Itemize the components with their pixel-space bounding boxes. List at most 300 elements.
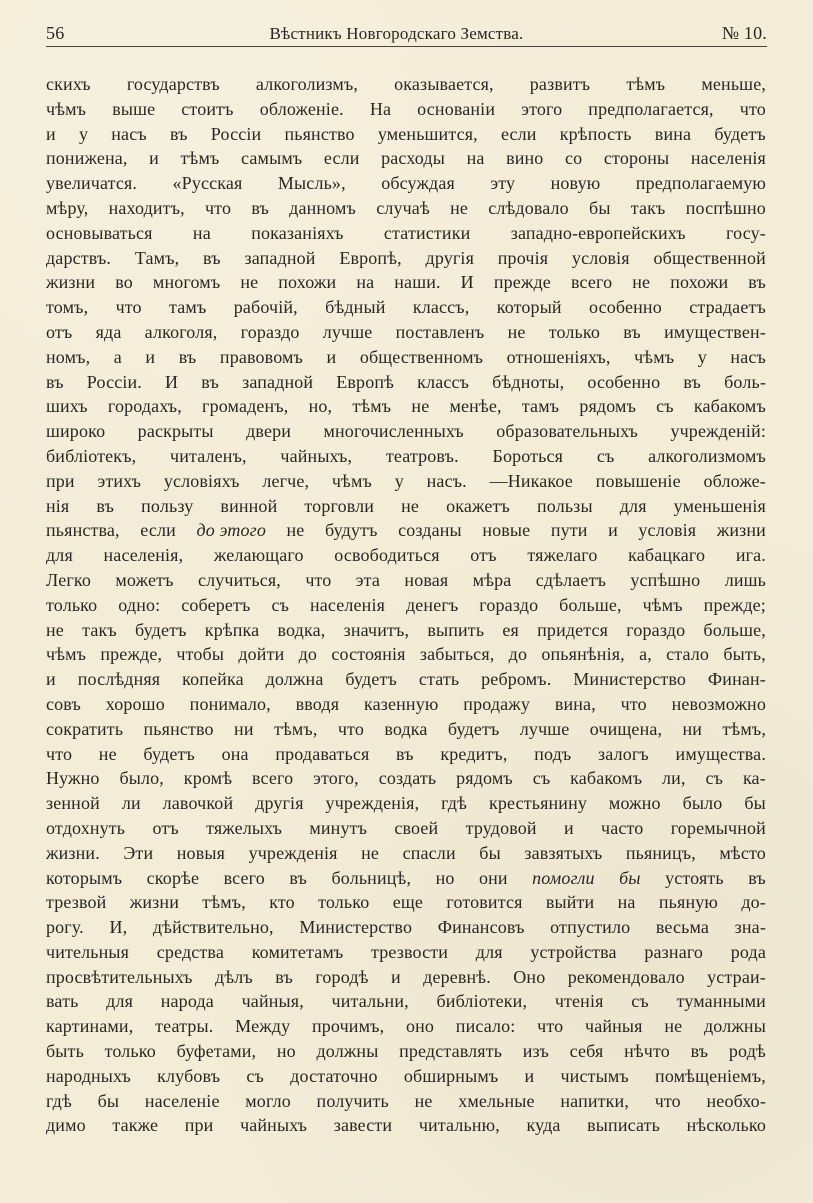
text-line <box>46 270 766 295</box>
text-segment: западно-европейскихъ <box>510 222 686 243</box>
text-line <box>46 1113 766 1138</box>
text-segment: нѣчто <box>624 1041 670 1062</box>
text-segment: Легко <box>46 569 92 590</box>
text-segment: должна <box>265 669 324 690</box>
text-segment: больше, <box>559 594 622 615</box>
text-segment: чайныхъ <box>240 1115 308 1136</box>
text-segment: трудовой <box>465 817 537 838</box>
text-segment: стать <box>418 669 460 690</box>
text-segment: не <box>98 743 117 764</box>
text-segment: лучше <box>322 321 373 342</box>
text-segment: тѣмъ <box>626 74 666 94</box>
text-line <box>46 221 766 246</box>
text-segment: минутъ <box>309 817 368 838</box>
text-segment: гдѣ <box>441 793 468 814</box>
text-segment: если <box>140 520 176 541</box>
text-segment: рядомъ <box>579 396 637 417</box>
text-segment: обложеніе. <box>259 98 344 119</box>
text-segment: такъ <box>630 197 666 218</box>
text-segment: народа <box>160 991 214 1012</box>
text-segment: данномъ <box>289 197 356 218</box>
text-segment: отношеніяхъ, <box>506 346 611 367</box>
text-segment: пьянство <box>143 718 214 739</box>
text-segment: не <box>450 197 468 218</box>
text-line <box>46 717 766 742</box>
text-segment: въ <box>690 1041 709 1062</box>
text-segment: учрежденія, <box>325 793 420 814</box>
text-segment: бы <box>97 1090 120 1111</box>
text-segment: правовомъ <box>219 346 304 367</box>
text-segment: многомъ <box>152 272 221 293</box>
text-segment: опьянѣнія, <box>541 644 625 665</box>
text-line <box>46 419 766 444</box>
text-segment: въ <box>201 371 219 392</box>
text-segment: быть, <box>723 644 766 665</box>
text-segment: Тамъ, <box>134 247 180 268</box>
text-segment: бы <box>479 842 501 863</box>
text-segment: И <box>460 272 474 293</box>
text-segment: на <box>617 892 636 913</box>
text-line <box>46 171 766 196</box>
text-segment: въ <box>96 495 115 516</box>
text-segment: винной <box>220 495 278 516</box>
text-segment: гдѣ <box>46 1090 72 1111</box>
text-segment: особенно <box>587 371 661 392</box>
text-segment: кромѣ <box>183 768 233 789</box>
text-segment: тѣмъ, <box>273 718 318 739</box>
text-segment: учрежденій: <box>670 421 766 442</box>
text-segment: чительныя <box>46 941 130 962</box>
text-segment: для <box>106 991 134 1012</box>
text-segment: для <box>475 941 503 962</box>
text-segment: городахъ, <box>107 396 182 417</box>
text-segment: статистики <box>383 222 471 243</box>
text-line <box>46 692 766 717</box>
text-segment: уменьшится, <box>377 123 478 144</box>
text-segment: пьяницъ, <box>625 842 696 863</box>
text-segment: широко <box>46 421 106 442</box>
text-segment: пути <box>550 520 588 541</box>
text-segment: И, <box>109 917 128 938</box>
text-segment: наши. <box>394 272 441 293</box>
text-line <box>46 97 766 122</box>
text-segment: пользы <box>537 495 593 516</box>
text-segment: ни <box>234 718 254 739</box>
text-segment: повышеніе <box>595 470 681 491</box>
text-segment: забыться, <box>419 644 495 665</box>
text-segment: сократить <box>46 718 124 739</box>
text-segment: которымъ <box>46 867 123 888</box>
text-segment: до- <box>741 892 766 913</box>
text-segment: крѣпость <box>559 123 632 144</box>
text-segment: пьянство <box>284 123 355 144</box>
text-segment: продаваться <box>275 743 370 764</box>
text-segment: для <box>46 545 73 566</box>
text-segment: въ <box>623 321 641 342</box>
text-segment: не <box>240 272 259 293</box>
text-segment: устройства <box>530 941 617 962</box>
text-line <box>46 246 766 271</box>
text-segment: хорошо <box>105 693 165 714</box>
text-segment: ка- <box>742 768 766 789</box>
text-segment: учрежденія <box>248 842 338 863</box>
text-segment: что <box>46 743 73 764</box>
text-segment: и <box>149 148 159 169</box>
text-segment: поставленъ <box>395 321 485 342</box>
text-segment: больше, <box>703 619 766 640</box>
text-segment: поспѣшно <box>685 197 766 218</box>
text-segment: этого, <box>313 768 359 789</box>
text-segment: Россіи. <box>86 371 142 392</box>
text-segment: димо <box>46 1115 86 1136</box>
text-segment: Бороться <box>492 445 564 466</box>
text-segment: зенной <box>46 793 100 814</box>
text-segment: библіотекъ, <box>46 445 137 466</box>
text-segment: что <box>305 569 332 590</box>
text-segment: копейка <box>182 669 244 690</box>
text-segment: тамъ <box>521 396 560 417</box>
text-segment: невозможно <box>671 693 766 714</box>
text-segment: двери <box>246 421 292 442</box>
journal-title: Вѣстникъ Новгородскаго Земства. <box>269 23 524 43</box>
text-segment: въ <box>748 867 766 888</box>
text-line <box>46 866 766 891</box>
text-segment: Европѣ, <box>339 247 402 268</box>
text-line <box>46 766 766 791</box>
text-segment: новую <box>550 173 601 194</box>
text-segment: готовится <box>446 892 523 913</box>
text-line <box>46 1039 766 1064</box>
text-segment: торговли <box>304 495 375 516</box>
text-segment: и <box>563 817 574 838</box>
text-segment: пользу <box>141 495 194 516</box>
text-segment: завести <box>333 1115 393 1136</box>
text-line <box>46 543 766 568</box>
text-segment: спасли <box>402 842 456 863</box>
text-segment: —Никакое <box>489 470 573 491</box>
text-segment: и <box>46 669 56 690</box>
text-segment: образовательныхъ <box>496 421 639 442</box>
text-segment: чѣмъ <box>634 346 675 367</box>
text-segment: гораздо <box>626 619 686 640</box>
text-segment: похожи <box>670 272 729 293</box>
text-segment: западной <box>244 247 316 268</box>
text-segment: Мысль», <box>277 173 346 194</box>
text-segment: желающаго <box>213 545 304 566</box>
text-segment: скорѣе <box>146 867 200 888</box>
text-segment: показаніяхъ <box>251 222 344 243</box>
text-segment: Министерство <box>573 669 687 690</box>
text-segment: нія <box>46 495 70 516</box>
text-segment: а, <box>639 644 652 665</box>
text-segment: всего <box>570 272 613 293</box>
text-segment: въ <box>203 247 221 268</box>
text-segment: что <box>115 297 142 318</box>
text-segment: насъ <box>111 123 147 144</box>
text-segment: вводя <box>295 693 340 714</box>
text-segment: у <box>394 470 404 491</box>
text-segment: общественной <box>653 247 766 268</box>
text-line <box>46 989 766 1014</box>
text-segment: бы <box>589 197 611 218</box>
text-segment: имущества. <box>675 743 766 764</box>
text-segment: освободиться <box>334 545 440 566</box>
text-segment: гораздо <box>240 321 300 342</box>
text-segment: окажетъ <box>446 495 510 516</box>
text-segment: соберетъ <box>181 594 251 615</box>
text-segment: дарствъ. <box>46 247 112 268</box>
text-segment: создать <box>378 768 437 789</box>
text-line <box>46 295 766 320</box>
text-segment: отпустило <box>550 917 631 938</box>
text-segment: часто <box>601 817 644 838</box>
text-segment: условіяхъ <box>163 470 240 491</box>
text-segment: театры. <box>155 1016 214 1037</box>
text-segment: не <box>507 321 526 342</box>
text-segment: ли <box>121 793 141 814</box>
text-segment: яда <box>95 321 122 342</box>
text-line <box>46 642 766 667</box>
text-segment: Эти <box>123 842 154 863</box>
text-segment: они <box>478 867 508 888</box>
text-segment: предполагаемую <box>635 173 766 194</box>
text-segment: куда <box>526 1115 561 1136</box>
text-segment: находитъ, <box>108 197 185 218</box>
text-segment: другія <box>255 793 304 814</box>
text-segment: сдѣлаетъ <box>535 569 607 590</box>
text-segment: и <box>524 1065 535 1086</box>
text-segment: во <box>115 272 133 293</box>
text-segment: бѣдноты, <box>492 371 565 392</box>
text-line <box>46 122 766 147</box>
text-segment: похожи <box>278 272 337 293</box>
text-segment: скихъ <box>46 74 91 94</box>
text-segment: въ <box>289 867 308 888</box>
text-segment: условія <box>571 247 630 268</box>
text-segment: представлять <box>399 1041 503 1062</box>
text-segment: одно: <box>118 594 161 615</box>
text-segment: будутъ <box>324 520 378 541</box>
text-line <box>46 345 766 370</box>
page-number: 56 <box>46 23 65 43</box>
text-segment: дѣлъ <box>215 966 253 987</box>
text-segment: этого <box>521 98 563 119</box>
text-segment: эту <box>490 173 516 194</box>
text-segment: всего <box>251 768 294 789</box>
text-segment: бы <box>744 793 766 814</box>
text-segment: жизни <box>46 272 96 293</box>
text-segment: можетъ <box>115 569 174 590</box>
text-segment: залогъ <box>598 743 649 764</box>
text-segment: дойти <box>238 644 285 665</box>
text-segment: что <box>654 1090 681 1111</box>
text-segment: новая <box>404 569 449 590</box>
text-segment: значитъ, <box>343 619 410 640</box>
text-segment: Европѣ <box>336 371 395 392</box>
text-line <box>46 1089 766 1114</box>
header-rule <box>46 46 767 47</box>
text-segment: предполагается, <box>588 98 714 119</box>
text-segment: театровъ. <box>385 445 459 466</box>
text-segment: весьма <box>655 917 710 938</box>
text-segment: боль- <box>724 371 766 392</box>
text-segment: трезвости <box>371 941 449 962</box>
text-segment: библіотеки, <box>436 991 528 1012</box>
text-segment: не <box>664 1016 683 1037</box>
text-segment: самымъ <box>241 148 303 169</box>
text-segment: до этого <box>196 520 266 541</box>
text-segment: особенно <box>589 297 662 318</box>
text-segment: чѣмъ <box>331 470 372 491</box>
text-segment: основаніи <box>417 98 496 119</box>
text-segment: жизни. <box>46 842 100 863</box>
text-segment: бы <box>619 867 641 888</box>
text-segment: только <box>548 321 601 342</box>
text-segment: многочисленныхъ <box>323 421 464 442</box>
text-segment: другія <box>425 247 475 268</box>
text-segment: будетъ <box>345 669 397 690</box>
text-segment: классъ <box>417 371 470 392</box>
text-segment: что <box>337 718 364 739</box>
text-segment: чѣмъ <box>642 594 683 615</box>
text-segment: новыя <box>176 842 226 863</box>
text-line <box>46 370 766 395</box>
text-segment: не <box>632 272 651 293</box>
text-segment: и <box>390 966 401 987</box>
text-segment: И <box>165 371 179 392</box>
text-segment: не <box>411 396 430 417</box>
text-segment: подъ <box>534 743 572 764</box>
text-line <box>46 965 766 990</box>
text-segment: кто <box>269 892 295 913</box>
text-segment: ли, <box>662 768 686 789</box>
text-segment: эта <box>355 569 381 590</box>
text-segment: и <box>46 123 56 144</box>
text-segment: новые <box>482 520 531 541</box>
text-segment: стоитъ <box>181 98 234 119</box>
text-segment: слѣдовало <box>488 197 569 218</box>
text-segment: помогли <box>532 867 595 888</box>
text-segment: только <box>318 892 370 913</box>
text-segment: не <box>401 495 420 516</box>
text-segment: и <box>145 346 156 367</box>
text-segment: писало: <box>455 1016 516 1037</box>
text-segment: обширнымъ <box>403 1065 499 1086</box>
text-segment: съ <box>532 768 551 789</box>
text-segment: въ <box>275 966 293 987</box>
text-segment: прежде; <box>703 594 766 615</box>
text-segment: продажу <box>463 693 531 714</box>
text-line <box>46 593 766 618</box>
text-segment: водка <box>384 718 428 739</box>
text-segment: Россіи <box>210 123 262 144</box>
text-segment: картинами, <box>46 1016 134 1037</box>
text-line <box>46 72 766 97</box>
text-line <box>46 146 766 171</box>
text-segment: мѣра <box>472 569 512 590</box>
text-segment: бѣдный <box>325 297 386 318</box>
text-segment: не <box>46 619 64 640</box>
text-segment: рода <box>730 941 766 962</box>
text-segment: тѣмъ <box>180 148 220 169</box>
text-segment: лучше <box>519 718 570 739</box>
text-segment: если <box>323 148 360 169</box>
text-segment: отдохнуть <box>46 817 126 838</box>
text-segment: было <box>682 793 723 814</box>
text-segment: разнаго <box>644 941 704 962</box>
text-segment: тяжелаго <box>527 545 598 566</box>
text-segment: рогу. <box>46 917 84 938</box>
text-line <box>46 394 766 419</box>
text-segment: жизни <box>129 892 179 913</box>
text-segment: прежде <box>493 272 551 293</box>
text-segment: увеличатся. <box>46 173 138 194</box>
text-segment: выпить <box>427 619 485 640</box>
text-segment: въ <box>251 197 269 218</box>
text-segment: для <box>619 495 647 516</box>
text-segment: оказывается, <box>394 74 494 94</box>
text-segment: но <box>276 1041 296 1062</box>
text-segment: только <box>46 594 98 615</box>
text-segment: населеніе <box>144 1090 220 1111</box>
text-segment: раскрыты <box>137 421 214 442</box>
text-segment: не <box>361 842 380 863</box>
text-segment: тамъ <box>169 297 207 318</box>
text-segment: горемычной <box>670 817 766 838</box>
text-segment: напитки, <box>560 1090 629 1111</box>
text-segment: что <box>739 98 766 119</box>
text-segment: случиться, <box>197 569 281 590</box>
text-segment: читальни, <box>331 991 409 1012</box>
text-segment: госу- <box>726 222 766 243</box>
text-segment: выше <box>112 98 156 119</box>
text-segment: отъ <box>470 545 497 566</box>
text-segment: менѣе, <box>449 396 502 417</box>
text-segment: а <box>113 346 122 367</box>
text-segment: кабакомъ <box>570 768 643 789</box>
text-segment: чѣмъ <box>46 644 87 665</box>
text-segment: придется <box>537 619 609 640</box>
text-line <box>46 568 766 593</box>
text-segment: чтенія <box>554 991 604 1012</box>
text-segment: крестьянину <box>488 793 588 814</box>
text-segment: прежде, <box>100 644 163 665</box>
text-segment: всего <box>223 867 265 888</box>
text-segment: обсуждая <box>381 173 455 194</box>
text-line <box>46 1064 766 1089</box>
text-segment: государствъ <box>126 74 220 94</box>
text-segment: въ <box>169 123 188 144</box>
text-segment: выписать <box>587 1115 661 1136</box>
text-segment: на <box>466 148 485 169</box>
text-segment: въ <box>46 371 64 392</box>
text-segment: кабацкаго <box>628 545 706 566</box>
text-segment: могло <box>245 1090 291 1111</box>
text-segment: этихъ <box>97 470 142 491</box>
text-segment: послѣдняя <box>77 669 161 690</box>
text-segment: съ <box>246 1065 264 1086</box>
text-segment: не <box>286 520 305 541</box>
text-segment: рабочій, <box>233 297 298 318</box>
text-segment: вина, <box>554 693 596 714</box>
text-segment: томъ, <box>46 297 89 318</box>
text-segment: будетъ <box>447 718 500 739</box>
text-segment: при <box>46 470 75 491</box>
text-line <box>46 742 766 767</box>
text-segment: мѣсто <box>719 842 766 863</box>
text-segment: городѣ <box>315 966 369 987</box>
text-segment: рекомендовало <box>567 966 685 987</box>
